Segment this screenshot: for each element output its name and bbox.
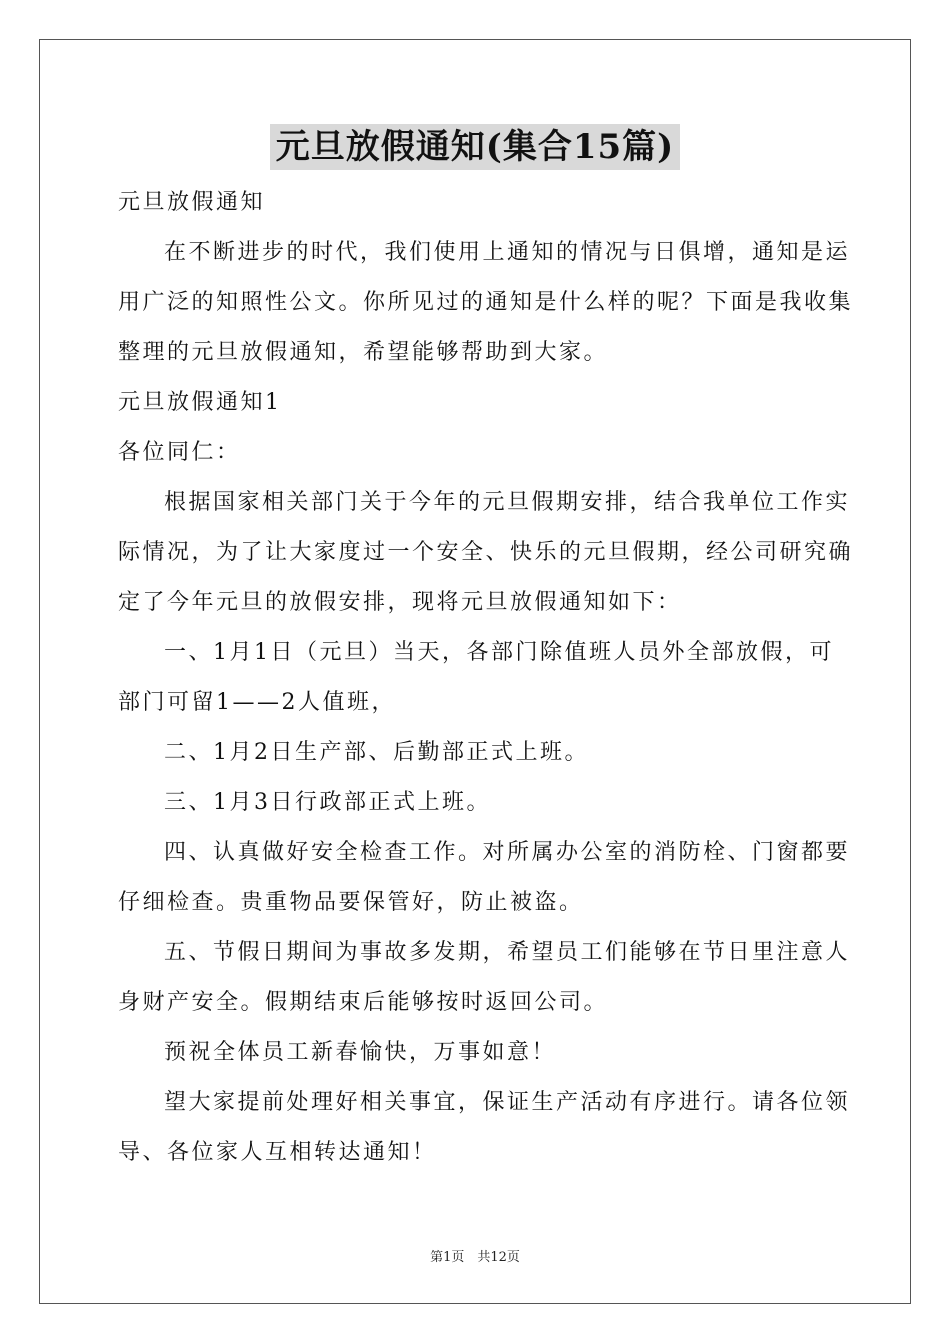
text-line: 各位同仁： bbox=[118, 440, 241, 465]
text-line: 元旦放假通知1 bbox=[118, 390, 282, 415]
text-line: 用广泛的知照性公文。你所见过的通知是什么样的呢？下面是我收集 bbox=[118, 290, 854, 315]
text-line: 际情况，为了让大家度过一个安全、快乐的元旦假期，经公司研究确 bbox=[118, 540, 854, 565]
text-line: 在不断进步的时代，我们使用上通知的情况与日俱增，通知是运 bbox=[164, 240, 851, 265]
text-line: 仔细检查。贵重物品要保管好，防止被盗。 bbox=[118, 890, 584, 915]
text-line: 预祝全体员工新春愉快，万事如意！ bbox=[164, 1040, 557, 1065]
text-line: 定了今年元旦的放假安排，现将元旦放假通知如下： bbox=[118, 590, 682, 615]
page-footer: 第1页 共12页 bbox=[430, 1250, 520, 1265]
text-line: 元旦放假通知 bbox=[118, 190, 266, 215]
document-body bbox=[118, 178, 854, 1178]
title-container bbox=[0, 124, 950, 170]
text-line: 五、节假日期间为事故多发期，希望员工们能够在节日里注意人 bbox=[164, 940, 851, 965]
document-title: 元旦放假通知(集合15篇) bbox=[270, 124, 681, 170]
text-line: 根据国家相关部门关于今年的元旦假期安排，结合我单位工作实 bbox=[164, 490, 851, 515]
text-line: 导、各位家人互相转达通知！ bbox=[118, 1140, 437, 1165]
text-line: 一、1月1日（元旦）当天，各部门除值班人员外全部放假，可 bbox=[164, 640, 834, 665]
text-line: 二、1月2日生产部、后勤部正式上班。 bbox=[164, 740, 589, 765]
text-line: 身财产安全。假期结束后能够按时返回公司。 bbox=[118, 990, 609, 1015]
text-line: 四、认真做好安全检查工作。对所属办公室的消防栓、门窗都要 bbox=[164, 840, 851, 865]
text-line: 三、1月3日行政部正式上班。 bbox=[164, 790, 491, 815]
text-line: 整理的元旦放假通知，希望能够帮助到大家。 bbox=[118, 340, 609, 365]
text-line: 望大家提前处理好相关事宜，保证生产活动有序进行。请各位领 bbox=[164, 1090, 851, 1115]
text-line: 部门可留1——2人值班， bbox=[118, 690, 396, 715]
